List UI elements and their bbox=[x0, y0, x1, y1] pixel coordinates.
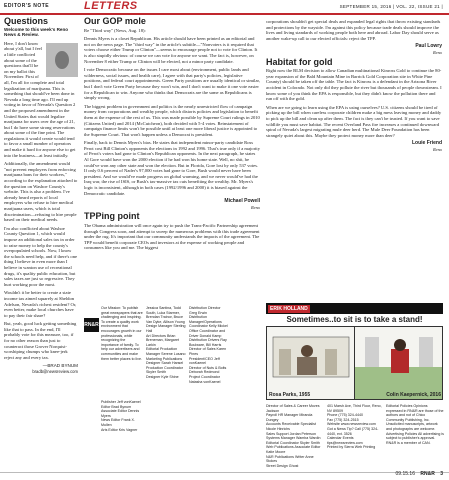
staff-entry: Director of Sales & Career Moves Jackson bbox=[266, 404, 320, 413]
staff-entry: Distribution Drivers Ray Boulware, Bill Harris bbox=[189, 338, 227, 347]
page-header bbox=[0, 0, 449, 14]
policy-entry: Unsolicited manuscripts, artwork and photographs are welcome. bbox=[386, 422, 438, 431]
letter-signature: Louie Friend bbox=[412, 140, 442, 147]
editors-note-heading: Questions bbox=[4, 16, 49, 26]
staff-entry: Publisher Jeff vonKaenel bbox=[101, 400, 141, 404]
page-number: 3 bbox=[440, 471, 443, 477]
footer-rule bbox=[0, 472, 449, 473]
cartoonist-tag: ERIK HOLLAND bbox=[270, 306, 308, 312]
editors-note-paragraph: Wouldn't it be better to create a state income tax aimed squarely at Sheldon Adelson, Nevada's richest resident? Or, even better, make local churches have to pay their fair share? bbox=[4, 290, 77, 318]
letter-paragraph: Dennis Myers is a closet Republican. His article should have been printed as an editorial and not on the news page. The "third way" in the article's subtitle—"Nonvoters is it required that voters choose either Trump or Clinton"—seems to encourage people not to vote for Clinton. It is also stupidly obvious: of course we can vote for anyone we want. The fact is, however, on November 8 either Trump or Clinton will be elected, not a minor party candidate. bbox=[84, 36, 258, 64]
staff-entry: Editor Brad Bynum bbox=[101, 404, 132, 409]
cartoon-panel-left bbox=[267, 327, 355, 399]
staff-entry: Distribution Director Greg Erwin bbox=[189, 306, 221, 315]
contact-entry: 401 Marsh Ave, Third Floor, Reno, NV 89509 bbox=[327, 404, 382, 413]
letters-column-right bbox=[266, 19, 442, 156]
staff-entry: Art Directors Brian Breneman, Margaret Larkin bbox=[146, 333, 179, 347]
football-field-illustration bbox=[355, 327, 443, 399]
staff-entry: Editorial Coordinator Skyler Smith bbox=[266, 440, 320, 445]
contact-entry: Got a News Tip? Call (775) 324-4440, ext. 3526 bbox=[327, 426, 379, 436]
contact-entry: Calendar Events tips@newsreview.com bbox=[327, 436, 363, 445]
staff-entry: Project Coordinator Natasha vonKaenel bbox=[189, 374, 221, 384]
letter-paragraph: I vote Democratic because on the issues I care most about (environment, public lands and wilderness, social issues, and health care), I agree with that party's policies, legislative positions, and federal court appointments. Green Party positions are usually identical or similar, but I don't vote Green Party because they won't win, and I don't want to make it one vote easier for a Republican to win. Anyone who thinks that Democrats are the same as Republicans is simply wrong. bbox=[84, 67, 260, 101]
cartoon-title: Sometimes..to sit is to take a stand! bbox=[286, 315, 423, 324]
editors-note-paragraph: Additionally, the amendment would "not prevent employers from enforcing marijuana bans for their workers," according to the explanation attached to the question on Washoe County's website. This is also a problem. I've already heard reports of local employers who refuse to hire medical marijuana users, which is total discrimination—refusing to hire people based on their medical needs. bbox=[4, 161, 78, 223]
letter-paragraph: Finally, back to Dennis Myers's bias. He states that independent minor-party candidate Ross Perot cost Bill Clinton's opponents the elections in 1992 and 1996. That's true only if a majority of Perot's voters had gone to Clinton's Republican opponents. In the next paragraph, he states Al Gore would have won the 2000 election if he had won his home state. Well, no shit, he could've won any other state and won the election. But in Florida, Gore lost by only 537 votes. If only 0.6 percent of Nader's 97,000 votes had gone to Gore, Bush would never have been president. And we would've made progress on global warming, and we never would've had the Iraq war, the rise of ISIS, or Bush's tax-massive tax cuts benefiting the wealthy. Mr. Myers's logic is inconsistent, although in both cases (1992/1996 and 2000) it is biased against the Democratic candidate. bbox=[84, 140, 260, 196]
staff-entry: Design Manager Sterling Hall bbox=[146, 324, 186, 333]
page-footer bbox=[396, 471, 443, 477]
cartoon-caption-left: Rosa Parks, 1955 bbox=[269, 392, 311, 398]
editorial-cartoon bbox=[266, 326, 443, 400]
issue-date-line: SEPTEMBER 15, 2016 | VOL. 22, ISSUE 21 | bbox=[339, 4, 443, 9]
masthead-policies-col bbox=[386, 404, 444, 445]
cartoon-panel-right bbox=[355, 327, 443, 399]
staff-entry: Payroll HR Manager Miranda Dungey bbox=[266, 413, 313, 422]
staff-entry: Marketing Publications Designer Sarah Hansel bbox=[146, 356, 184, 366]
editors-note-email[interactable]: bradb@newsreview.com bbox=[32, 369, 78, 375]
cartoon-header bbox=[266, 303, 443, 314]
staff-entry: Editorial Production Manager Serene Lusano bbox=[146, 347, 186, 356]
masthead-staff-col1 bbox=[101, 400, 143, 432]
footer-publication: RN&R bbox=[420, 471, 435, 477]
letters-column-middle bbox=[84, 16, 260, 254]
letter-paragraph: corporations shouldn't get special deals and expanded legal rights that throw existing standards and protections by the wayside. I'm against this policy because trade deals should improve the lives and living standards of working people both here and abroad. Labor Day should serve as another wake-up call to our elected officials: reject the TPP. bbox=[266, 19, 441, 41]
letter-paragraph: When are we going to learn using the EPA is using ourselves? U.S. citizens should be tired of picking up the bill when careless corporate children make a big mess leaving money and daddy to pick up the bill and clean up after them. The fact is they can't be trusted. If you want to save wildlife you must save habitat. The recent Overland Pass fire increases a continued downward spiral of Nevada's largest migrating mule deer herd. The Mule Deer Foundation has been strangely quiet about this. Maybe they protect money more than deer? bbox=[266, 104, 442, 138]
letter-paragraph: Re "Third way" (News, Aug. 18): bbox=[84, 27, 146, 33]
masthead-staff-col2 bbox=[146, 306, 186, 380]
staff-entry: Distribution Manager/Operations Coordinator Kelly Mickel bbox=[189, 315, 228, 329]
bus-seat-illustration bbox=[267, 327, 355, 399]
staff-entry: Accounts Receivable Specialist Nicole Hinrichs bbox=[266, 422, 316, 431]
editors-note-lead: Welcome to this week's Reno News & Review. bbox=[4, 26, 69, 38]
masthead-staff-col3 bbox=[189, 306, 229, 384]
letter-signature: Paul Lowry bbox=[415, 43, 442, 50]
editors-note-paragraph: Here, I don't know about y'all, but I feel a little conflicted about some of the questions that'll be on my ballot this November. First of all, I'm all for complete and total legalization of marijuana. This is something that should've been done in Nevada a long time ago. I'll end up voting in favor of Nevada's Question 2 and the proposed amendment in the United States that would legalize marijuana for users over the age of 21, but I do have some strong reservations about some of the fine print. The regulations it would create would tend to favor a small number of operators and make it hard for anyone else to get into the business—at least initially. bbox=[4, 40, 76, 158]
staff-entry: President/CEO Jeff vonKaenel bbox=[189, 356, 220, 366]
letter-paragraph: The Obama administration will once again try to push the Trans-Pacific Partnership agreement through Congress soon, and attempt to sweep the numerous problems with this trade agreement under the rug. It's important that our community understands the impacts of the agreement. The TPP would benefit corporate CEOs and investors at the expense of working people and consumers like you and me. The biggest bbox=[84, 223, 260, 251]
editors-note-signature: —BRAD BYNUM bbox=[42, 363, 78, 369]
staff-entry: Designer Kyle Shine bbox=[146, 374, 179, 379]
contact-entry: Printed by Sierra Web Printing bbox=[327, 445, 376, 450]
letter-paragraph: The biggest problem in government and politics is the nearly unrestricted flow of campaign money from corporations and wealthy people, which distorts policies and legislation to benefit them at the expense of the rest of us. This was made possible by Supreme Court rulings in 2010 (Citizens United) and 2014 (McCutcheon), both decided with 5-4 votes. Reinstatement of campaign finance limits won't be possible until at least one more liberal justice is appointed to the Supreme Court. That won't happen unless a Democrat is president. bbox=[84, 103, 260, 137]
policy-entry: Advertising Policies All advertising is subject to publisher's approval. bbox=[386, 431, 444, 441]
staff-entry: Systems Manager Wamba Wardin bbox=[266, 436, 321, 441]
letter-signature: Michael Powell bbox=[224, 198, 260, 205]
staff-entry: Web Publications Associate Editor Katie Moore bbox=[266, 445, 321, 454]
letter-title: Habitat for gold bbox=[266, 56, 333, 67]
cartoon-caption-right: Colin Kaepernick, 2016 bbox=[386, 392, 441, 398]
section-title-letters: LETTERS bbox=[84, 0, 138, 12]
letter-title: TPPing point bbox=[84, 211, 140, 222]
section-label-editors-note: EDITOR'S NOTE bbox=[4, 3, 50, 9]
letter-city: Reno bbox=[250, 204, 260, 210]
editors-note-column bbox=[4, 16, 78, 375]
contact-entry: Fax (775) 324-2515 bbox=[327, 417, 359, 422]
masthead-contact-col bbox=[327, 404, 383, 450]
masthead-staff-col4 bbox=[266, 404, 324, 468]
portrait-face-icon bbox=[55, 51, 69, 69]
letter-paragraph: Right now the BLM decision to allow Canadian multinational Kinross Gold to continue the 80-year expansion of the Bald Mountain Mine in Barrick Gold Corporation site in White Pine County) should be taken off the table. The fact is Kinross is a defendant in the Arizona River accident in Colorado. Not only did they pollute the river but thousands of people downstream. I know some of you think the EPA is responsible, but they didn't know the pollution there and run off with the gold. bbox=[266, 68, 442, 102]
staff-entry: Director of Sales Karen Pines bbox=[189, 347, 227, 356]
staff-entry: Arts Editor Kris Vagner bbox=[101, 427, 138, 432]
website-link[interactable]: Website www.newsreview.com bbox=[327, 422, 376, 427]
editors-note-paragraph: But, yeah, good luck getting something like that to pass. In the end, I'll probably vote for this measure, too, if for no other reason than just to counteract those Grover Norquist-worshiping chumps who knee-jerk reject any and every tax. bbox=[4, 321, 77, 360]
staff-entry: Production Coordinator Skyler Smith bbox=[146, 365, 183, 375]
footer-date: 09.15.16 bbox=[395, 471, 415, 477]
policy-entry: Editorial Policies Opinions expressed in RN&R are those of the authors and not of Chico Community Publishing, Inc. bbox=[386, 404, 444, 422]
staff-entry: Jessica Santina, Todd South, Luka Starmer, Brendan Trainor, Bruce Van Dyke, Allison Young bbox=[146, 306, 185, 324]
staff-entry: N&R Publications Writer Anne Stokes bbox=[266, 454, 314, 464]
editor-portrait bbox=[46, 43, 78, 77]
staff-entry: News Editor Frank X. Mullen bbox=[101, 418, 135, 427]
letter-title: Our GOP mole bbox=[84, 16, 146, 26]
rnr-logo: RN&R bbox=[84, 318, 99, 332]
policy-entry: RN&R is a member of CAN. bbox=[386, 440, 431, 445]
contact-entry: Phone (775) 324-4440 bbox=[327, 413, 363, 418]
staff-entry: Director of Nuts & Bolts Deborah Redmond bbox=[189, 365, 227, 375]
staff-entry: Street Design Ghost bbox=[266, 463, 299, 468]
editors-note-paragraph: I'm also conflicted about Washoe County Question 1, which would impose an additional sales tax in order to raise money to help the county's overpopulated schools. Now, I know the schools need help, and if there's one thing I believe in even more than I believe in wanton use of recreational drugs, it's quality public education, but sales taxes are just so regressive. They hurt working poor the most. bbox=[4, 225, 78, 287]
letter-city: Reno bbox=[432, 146, 442, 152]
masthead-mission bbox=[101, 306, 143, 361]
mission-text: Our Mission: To publish great newspapers that are challenging and inspiring. To create a quality work environment that encourages growth in our professionals, while recognizing the importance of family. To help our advertisers and communities and make them better places to live. bbox=[101, 306, 143, 361]
staff-entry: Sales Support Jordan Peterson bbox=[266, 431, 316, 436]
letter-city: Reno bbox=[432, 49, 442, 55]
staff-entry: Associate Editor Dennis Myers bbox=[101, 409, 140, 418]
staff-entry: Office Coordinator and Driver Donald Kamp bbox=[189, 328, 226, 338]
header-rule bbox=[0, 13, 449, 15]
